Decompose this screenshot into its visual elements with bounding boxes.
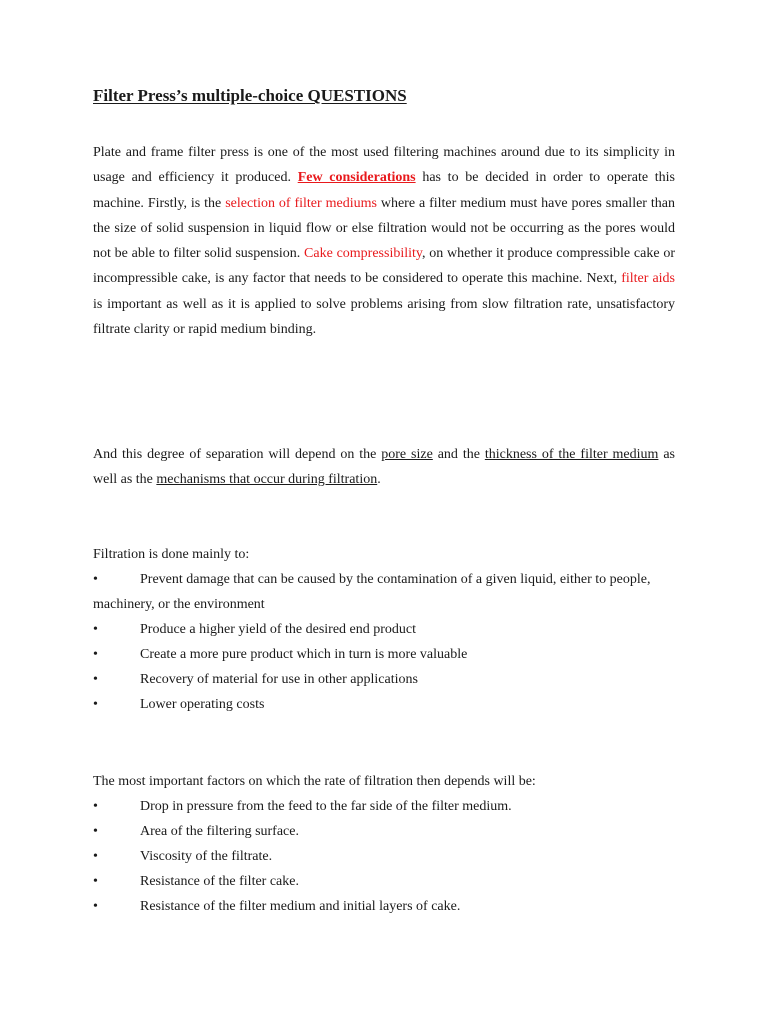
bullet-icon: •: [93, 799, 98, 814]
list-item: [93, 692, 675, 717]
list-item-text: Lower operating costs: [140, 697, 265, 712]
list-item: [93, 642, 675, 667]
few-considerations-highlight: Few considerations: [297, 170, 416, 186]
para1-text-1: Plate and frame filter press is one of the most used filtering machines around due to its simplicity in usage and efficiency it produced.: [93, 145, 675, 186]
list-item: [93, 844, 675, 869]
filtration-factors-list: [93, 794, 675, 919]
para2-text-3: as well as the: [93, 447, 675, 488]
list-item-text: Produce a higher yield of the desired end product: [140, 622, 417, 637]
para2-text-2: and the: [432, 447, 485, 462]
list-item-text: Viscosity of the filtrate.: [140, 849, 273, 864]
list-item-text: Resistance of the filter medium and initial layers of cake.: [140, 899, 461, 914]
list-item: [93, 567, 675, 617]
para1-text-3: where a filter medium must have pores smaller than the size of solid suspension in liquid flow or else filtration would not be occurring as the pores would not be able to filter solid suspension.: [93, 195, 675, 262]
list-item-text: Recovery of material for use in other applications: [140, 672, 418, 687]
bullet-icon: •: [93, 672, 98, 687]
list-item: [93, 617, 675, 642]
bullet-icon: •: [93, 572, 98, 587]
para1-text-4: , on whether it produce compressible cake or incompressible cake, is any factor that needs to be considered to operate this machine. Next,: [93, 246, 675, 287]
bullet-icon: •: [93, 824, 98, 839]
list-item-text: Drop in pressure from the feed to the far side of the filter medium.: [140, 799, 512, 814]
list-item: [93, 869, 675, 894]
separation-paragraph: [93, 442, 675, 493]
filtration-purpose-list: [93, 567, 675, 717]
list-item: [93, 794, 675, 819]
para1-text-5: is important as well as it is applied to solve problems arising from slow filtration rate, unsatisfactory filtrate clarity or rapid medium binding.: [93, 296, 675, 338]
filtration-intro: Filtration is done mainly to:: [93, 547, 250, 562]
bullet-icon: •: [93, 647, 98, 662]
list-item-text: Area of the filtering surface.: [140, 824, 299, 839]
selection-filter-mediums-highlight: selection of filter mediums: [225, 195, 377, 211]
bullet-icon: •: [93, 899, 98, 914]
list-item: [93, 667, 675, 692]
list-item: [93, 894, 675, 919]
bullet-icon: •: [93, 874, 98, 889]
para2-text-1: And this degree of separation will depend on the: [93, 447, 382, 462]
pore-size-underlined: pore size: [381, 447, 433, 462]
factors-intro: The most important factors on which the rate of filtration then depends will be:: [93, 774, 536, 789]
list-item-text: Prevent damage that can be caused by the contamination of a given liquid, either to people, machinery, or the environment: [93, 572, 651, 612]
page-title: Filter Press’s multiple-choice QUESTIONS: [93, 86, 407, 105]
list-item-text: Create a more pure product which in turn is more valuable: [140, 647, 468, 662]
bullet-icon: •: [93, 849, 98, 864]
list-item-text: Resistance of the filter cake.: [140, 874, 299, 889]
bullet-icon: •: [93, 622, 98, 637]
para2-text-4: .: [377, 472, 381, 488]
filter-aids-highlight: filter aids: [621, 271, 675, 287]
cake-compressibility-highlight: Cake compressibility: [304, 246, 422, 262]
para1-text-2: has to be decided in order to operate this machine. Firstly, is the: [93, 170, 675, 211]
thickness-underlined: thickness of the filter medium: [484, 447, 659, 462]
bullet-icon: •: [93, 697, 98, 712]
intro-paragraph: [93, 140, 675, 342]
mechanisms-underlined: mechanisms that occur during filtration: [156, 472, 378, 488]
list-item: [93, 819, 675, 844]
